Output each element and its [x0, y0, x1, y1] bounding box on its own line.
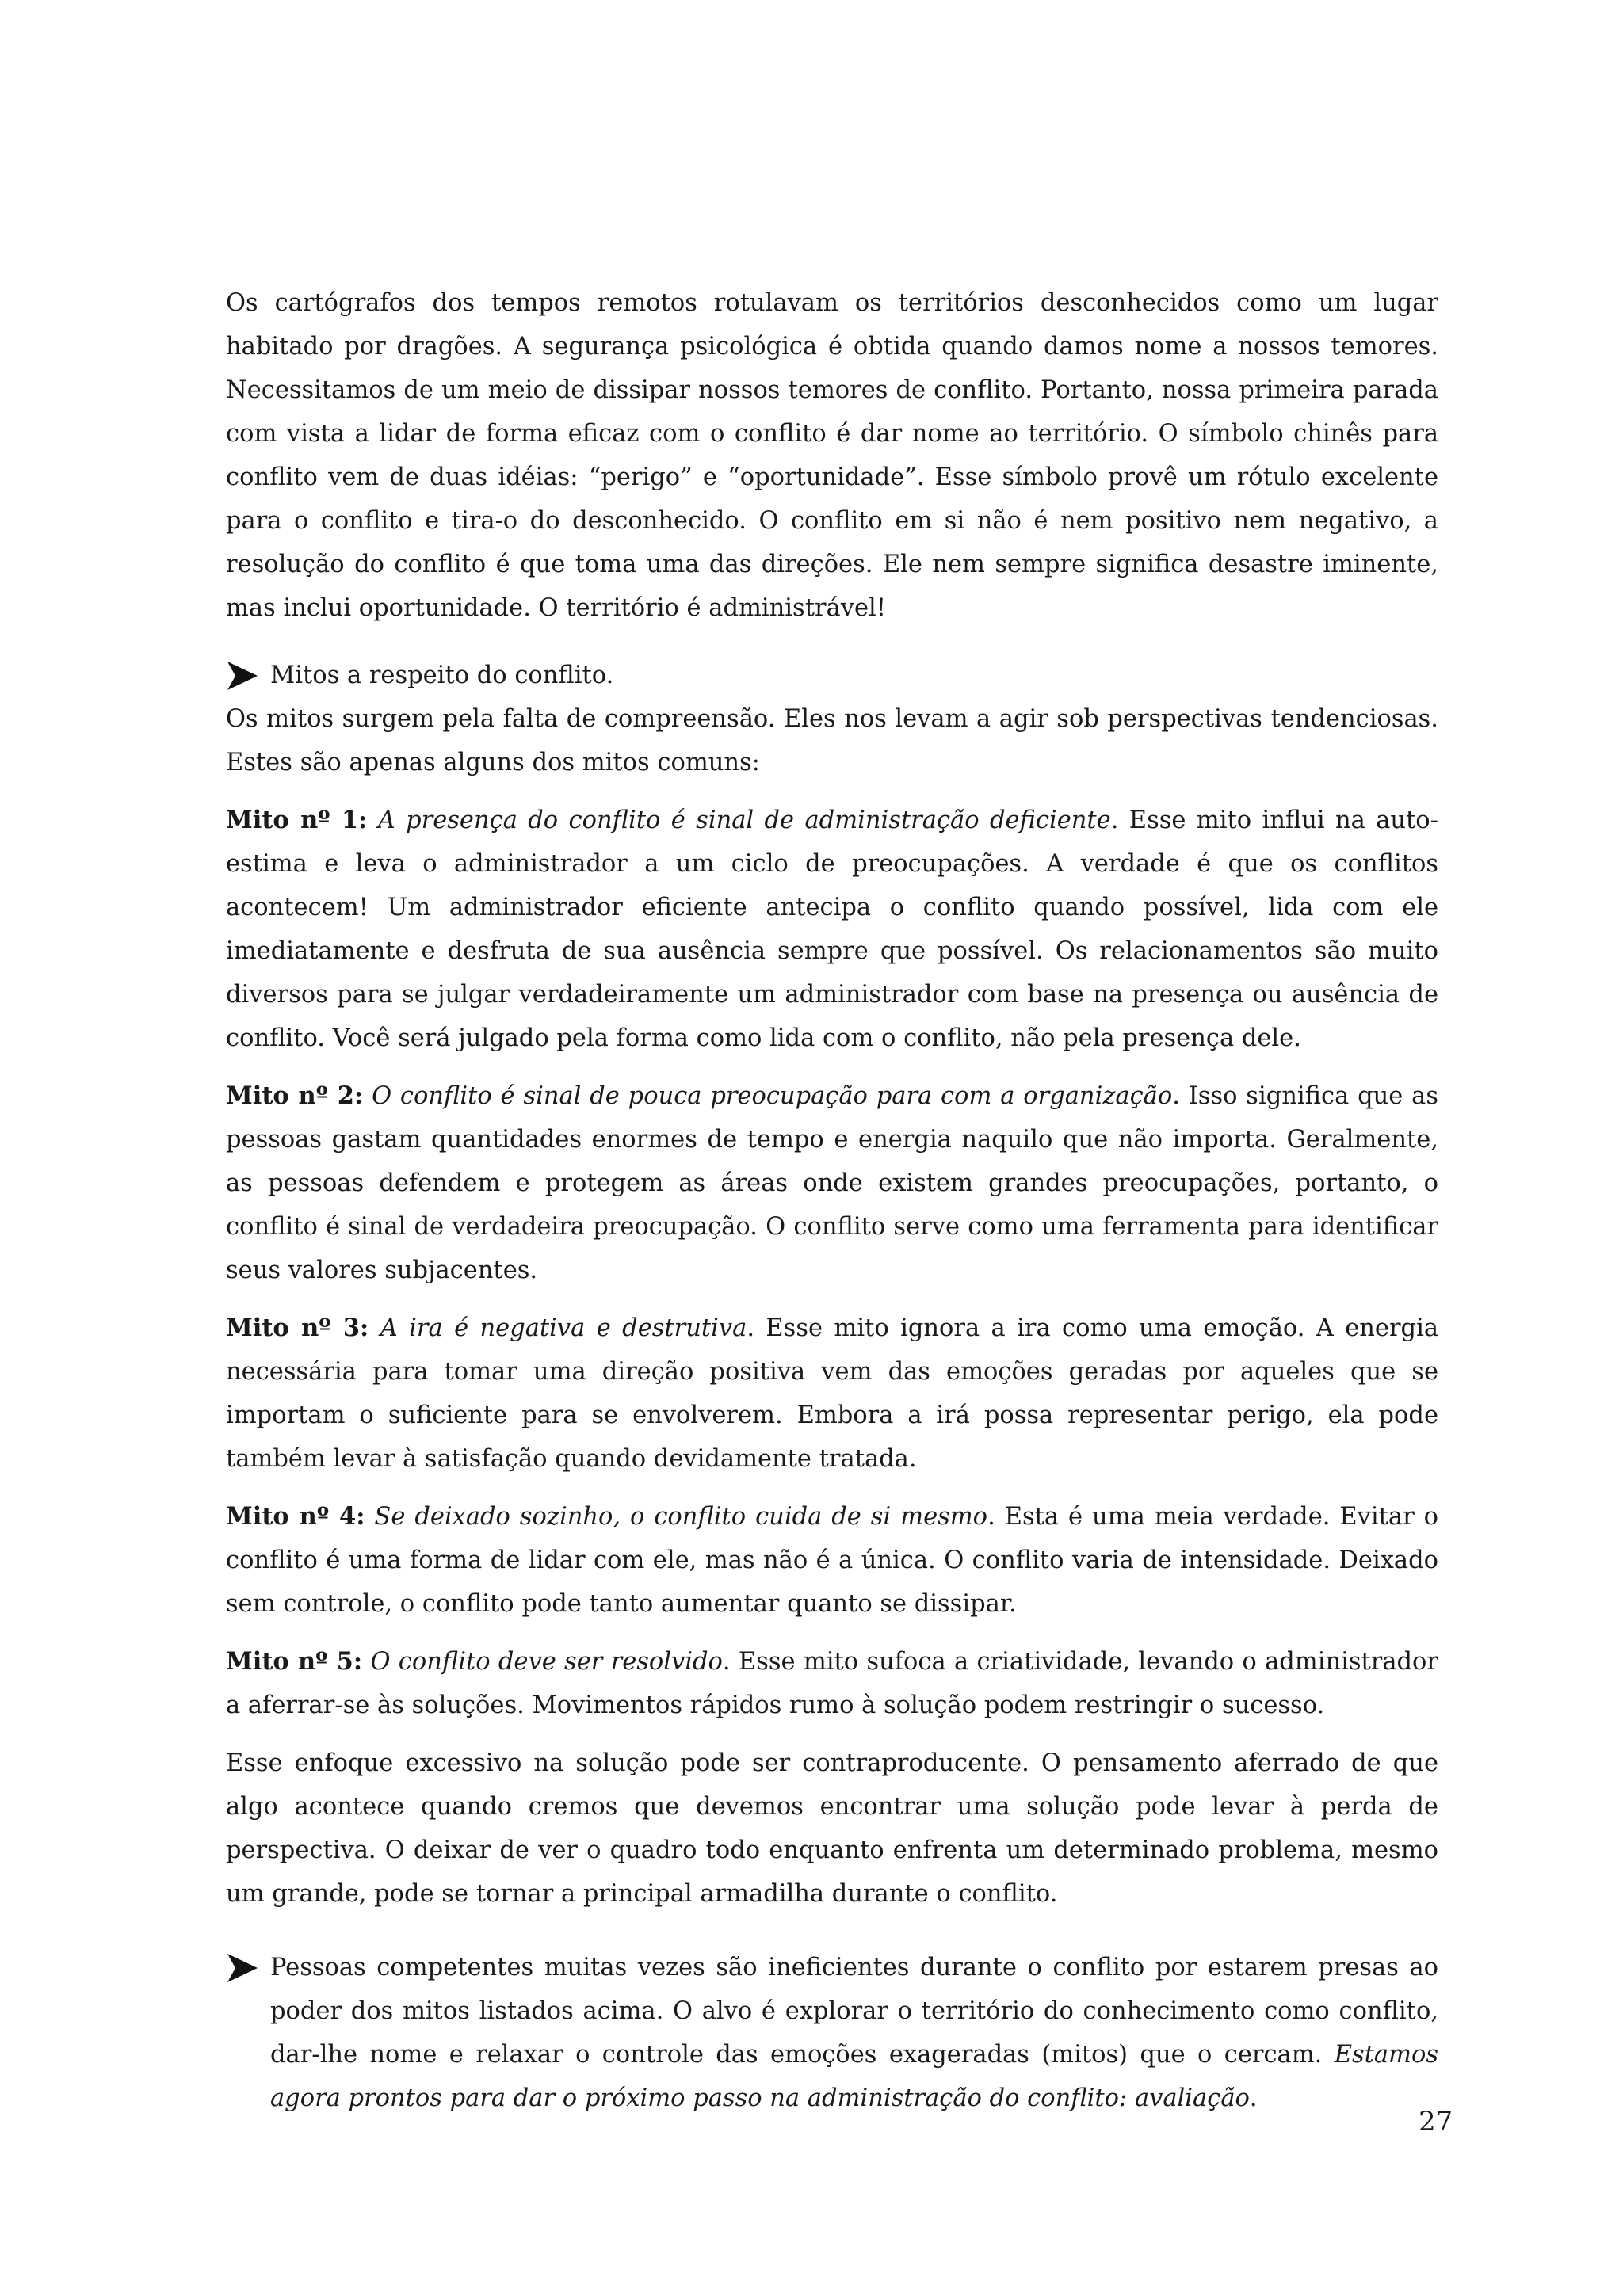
myth-statement: A ira é negativa e destrutiva: [380, 1314, 747, 1342]
myth-text: . Esta é uma meia verdade. Evitar o conflito é uma forma de lidar com ele, mas não é a única. O conflito varia de intensidade. Deixado sem controle, o conflito pode tanto aumentar quanto se dissipar.: [226, 1503, 1438, 1618]
closing-paragraph: [270, 1946, 1438, 2120]
myth-3: [226, 1306, 1438, 1481]
myth-2: [226, 1074, 1438, 1292]
myth-label: Mito nº 4:: [226, 1502, 365, 1531]
closing-end: .: [1249, 2084, 1258, 2112]
myth-text: . Esse mito sufoca a criatividade, levando o administrador a aferrar-se às soluções. Movimentos rápidos rumo à solução podem restringir o sucesso.: [226, 1648, 1438, 1719]
myth-1: [226, 799, 1438, 1060]
section-heading: Mitos a respeito do conflito.: [270, 662, 614, 689]
intro-paragraph: Os cartógrafos dos tempos remotos rotulavam os territórios desconhecidos como um lugar habitado por dragões. A segurança psicológica é obtida quando damos nome a nossos temores. Necessitamos de um meio de dissipar nossos temores de conflito. Portanto, nossa primeira parada com vista a lidar de forma eficaz com o conflito é dar nome ao território. O símbolo chinês para conflito vem de duas idéias: “perigo” e “oportunidade”. Esse símbolo provê um rótulo excelente para o conflito e tira-o do desconhecido. O conflito em si não é nem positivo nem negativo, a resolução do conflito é que toma uma das direções. Ele nem sempre significa desastre iminente, mas inclui oportunidade. O território é administrável!: [226, 289, 1438, 622]
page-body: [226, 281, 1438, 2120]
closing-row: [226, 1946, 1438, 2120]
myth-label: Mito nº 1:: [226, 806, 368, 834]
myth-statement: Se deixado sozinho, o conflito cuida de si mesmo: [374, 1503, 988, 1531]
myth-text: . Isso significa que as pessoas gastam quantidades enormes de tempo e energia naquilo que não importa. Geralmente, as pessoas defendem e protegem as áreas onde existem grandes preocupações, portanto, o conflito é sinal de verdadeira preocupação. O conflito serve como uma ferramenta para identificar seus valores subjacentes.: [226, 1082, 1438, 1284]
myth-5: [226, 1640, 1438, 1727]
closing-text: Pessoas competentes muitas vezes são ineficientes durante o conflito por estarem presas ao poder dos mitos listados acima. O alvo é explorar o território do conhecimento como conflito, dar-lhe nome e relaxar o controle das emoções exageradas (mitos) que o cercam.: [270, 1954, 1438, 2069]
myth-statement: A presença do conflito é sinal de administração deficiente: [377, 807, 1111, 834]
myth-label: Mito nº 2:: [226, 1081, 364, 1110]
myth-statement: O conflito deve ser resolvido: [370, 1648, 723, 1676]
section-intro: Os mitos surgem pela falta de compreensão. Eles nos levam a agir sob perspectivas tendenciosas. Estes são apenas alguns dos mitos comuns:: [226, 705, 1438, 776]
myth-text: . Esse mito influi na auto-estima e leva o administrador a um ciclo de preocupações. A verdade é que os conflitos acontecem! Um administrador eficiente antecipa o conflito quando possível, lida com ele imediatamente e desfruta de sua ausência sempre que possível. Os relacionamentos são muito diversos para se julgar verdadeiramente um administrador com base na presença ou ausência de conflito. Você será julgado pela forma como lida com o conflito, não pela presença dele.: [226, 807, 1438, 1052]
page-number: 27: [1419, 2106, 1453, 2138]
closing-italic: Estamos agora prontos para dar o próximo passo na administração do conflito: avaliação: [270, 2041, 1438, 2112]
myth-4: [226, 1495, 1438, 1626]
myth-label: Mito nº 5:: [226, 1647, 363, 1676]
after-myths-paragraph: Esse enfoque excessivo na solução pode ser contraproducente. O pensamento aferrado de que algo acontece quando cremos que devemos encontrar uma solução pode levar à perda de perspectiva. O deixar de ver o quadro todo enquanto enfrenta um determinado problema, mesmo um grande, pode se tornar a principal armadilha durante o conflito.: [226, 1749, 1438, 1908]
myth-statement: O conflito é sinal de pouca preocupação para com a organização: [372, 1082, 1173, 1110]
section-heading-row: [226, 654, 1438, 697]
myth-label: Mito nº 3:: [226, 1314, 369, 1342]
myth-text: . Esse mito ignora a ira como uma emoção. A energia necessária para tomar uma direção positiva vem das emoções geradas por aqueles que se importam o suficiente para se envolverem. Embora a irá possa representar perigo, ela pode também levar à satisfação quando devidamente tratada.: [226, 1314, 1439, 1473]
